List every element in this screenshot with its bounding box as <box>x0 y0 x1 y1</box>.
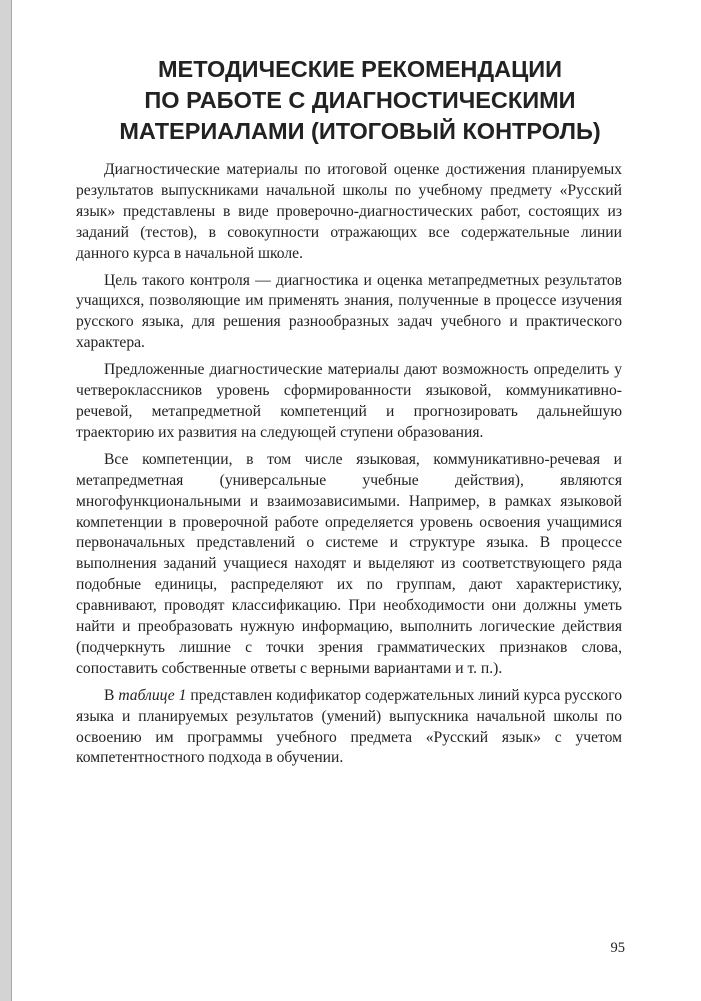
page-title <box>60 54 660 147</box>
paragraph-text: представлен кодификатор содержательных линий курса русского языка и планируемых результатов (умений) выпускника начальной школы по освоению им программы учебного предмета «Русский язык» с учетом компетентностного подхода в обучении. <box>76 686 622 767</box>
page-binding-edge <box>0 0 12 1001</box>
page-number: 95 <box>610 940 625 956</box>
title-line: МАТЕРИАЛАМИ (ИТОГОВЫЙ КОНТРОЛЬ) <box>119 118 601 144</box>
paragraph: Диагностические материалы по итоговой оценке достижения планируемых результатов выпускниками начальной школы по учебному предмету «Русский язык» представлены в виде проверочно-диагностических работ, состоящих из заданий (тестов), в совокупности отражающих все содержательные линии данного курса в начальной школе. <box>76 161 622 262</box>
body-text <box>76 160 622 769</box>
paragraph: Предложенные диагностические материалы дают возможность определить у четвероклассников уровень сформированности языковой, коммуникативно-речевой, метапредметной компетенций и прогнозировать дальнейшую траекторию их развития на следующей ступени образования. <box>76 361 622 441</box>
table-reference: таблице 1 <box>118 686 187 704</box>
title-line: ПО РАБОТЕ С ДИАГНОСТИЧЕСКИМИ <box>144 87 576 113</box>
paragraph-table-reference <box>76 686 622 770</box>
title-line: МЕТОДИЧЕСКИЕ РЕКОМЕНДАЦИИ <box>157 56 563 82</box>
paragraph: Цель такого контроля — диагностика и оценка метапредметных результатов учащихся, позволяющие им применять знания, полученные в процессе изучения русского языка, для решения разнообразных задач учебного и практического характера. <box>76 271 622 352</box>
paragraph: Все компетенции, в том числе языковая, коммуникативно-речевая и метапредметная (универсальные учебные действия), являются многофункциональными и взаимозависимыми. Например, в рамках языковой компетенции в проверочной работе определяется уровень освоения учащимися первоначальных представлений о системе и структуре языка. В процессе выполнения заданий учащиеся находят и выделяют из соответствующего ряда подобные единицы, распределяют их по группам, дают характеристику, сравнивают, проводят классификацию. При необходимости они должны уметь найти и преобразовать нужную информацию, выполнить логические действия (подчеркнуть лишние с точки зрения грамматических признаков слова, сопоставить собственные ответы с верными вариантами и т. п.). <box>76 450 622 677</box>
paragraph-text: В <box>104 686 119 704</box>
